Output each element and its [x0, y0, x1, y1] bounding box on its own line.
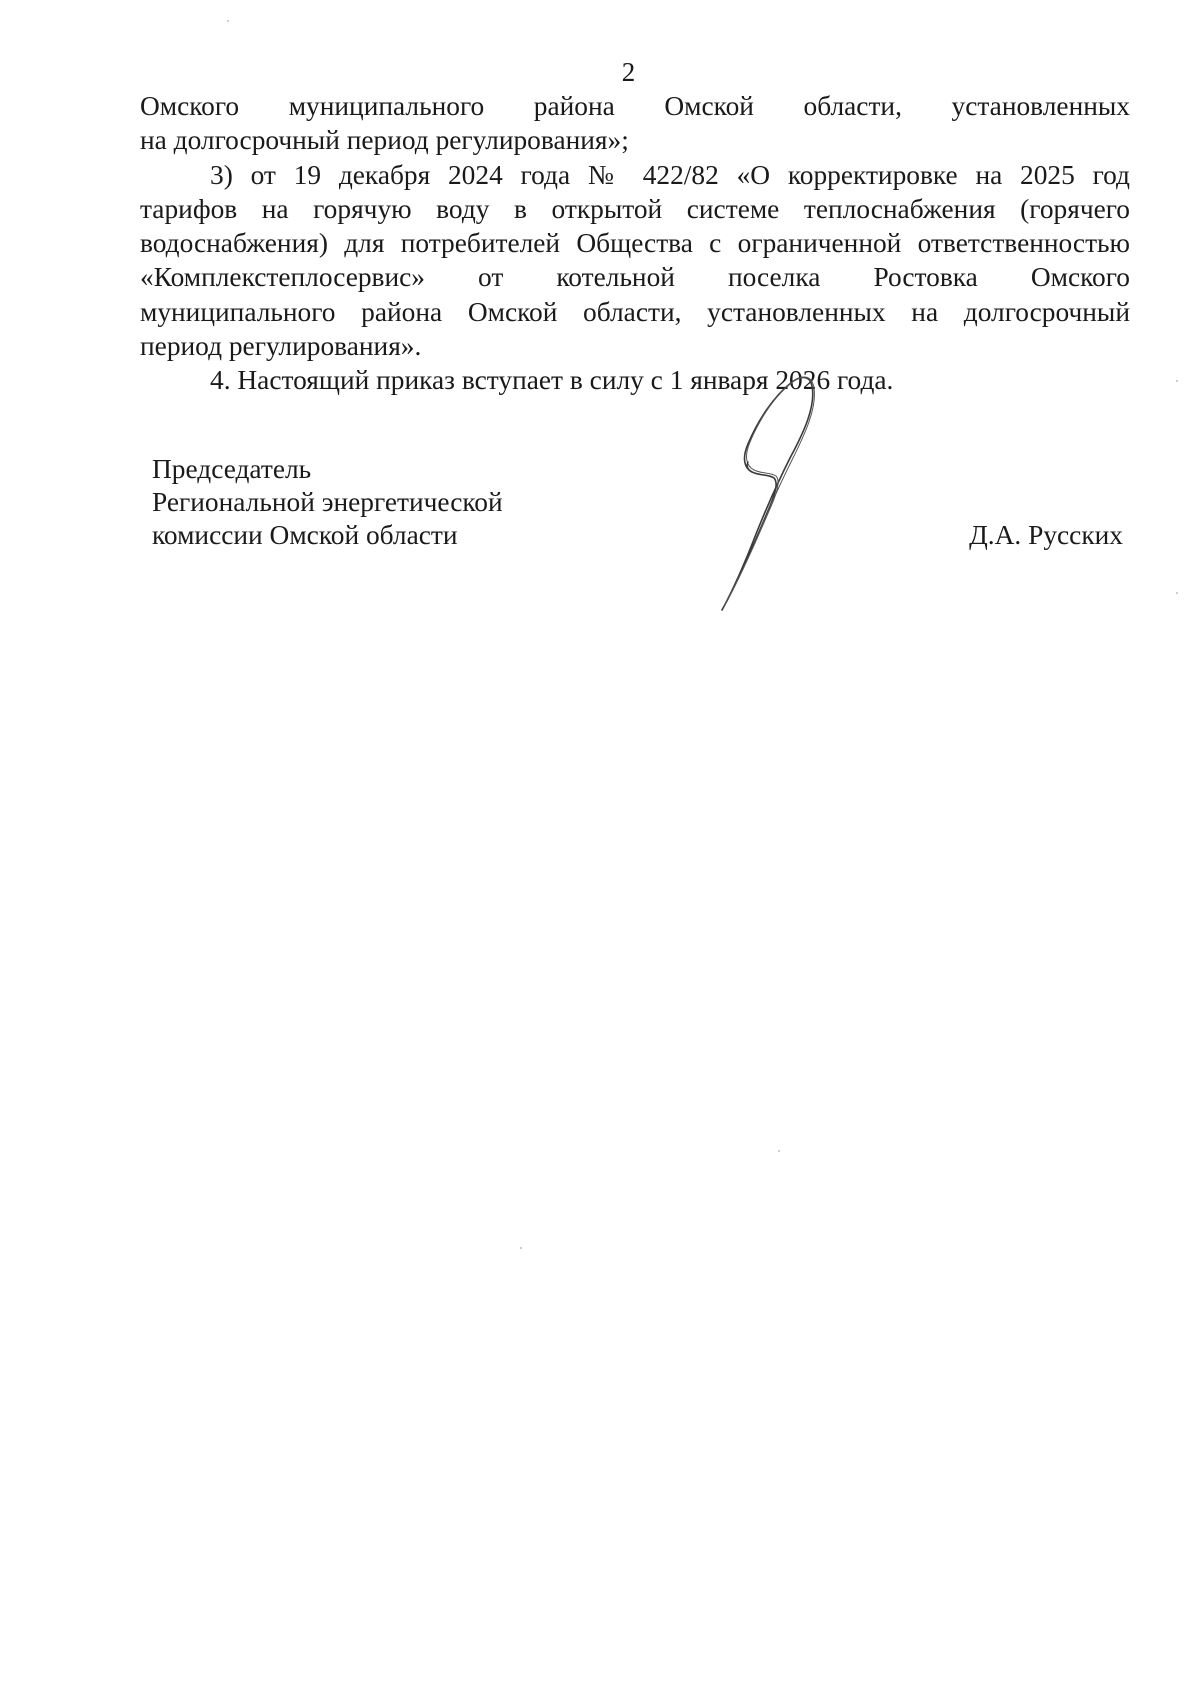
- text-line: водоснабжения) для потребителей Общества с ограниченной ответственностью: [140, 228, 1130, 259]
- signer-name: Д.А. Русских: [969, 520, 1123, 550]
- handwritten-signature: [718, 374, 868, 624]
- scan-speck: [520, 1247, 522, 1249]
- signatory-position: [152, 453, 503, 552]
- position-line: комиссии Омской области: [152, 520, 458, 550]
- scan-speck: [1176, 592, 1178, 594]
- text-line: Омского муниципального района Омской области, установленных: [140, 91, 1130, 121]
- scan-speck: [1176, 380, 1178, 382]
- scan-speck: [778, 1150, 780, 1152]
- text-line: 3) от 19 декабря 2024 года № 422/82 «О корректировке на 2025 год: [210, 159, 1130, 190]
- text-line: «Комплекстеплосервис» от котельной поселка Ростовка Омского: [140, 262, 1130, 293]
- text-line: 4. Настоящий приказ вступает в силу с 1 января 2026 года.: [210, 365, 894, 396]
- scan-speck: [227, 20, 229, 22]
- text-line: период регулирования».: [140, 331, 422, 362]
- text-line: на долгосрочный период регулирования»;: [140, 125, 629, 156]
- page-number: 2: [621, 57, 636, 87]
- text-line: муниципального района Омской области, установленных на долгосрочный: [140, 296, 1130, 327]
- order-text: [140, 89, 1130, 398]
- position-line: Региональной энергетической: [152, 487, 503, 517]
- text-line: тарифов на горячую воду в открытой системе теплоснабжения (горячего: [140, 193, 1130, 224]
- position-line: Председатель: [152, 454, 312, 484]
